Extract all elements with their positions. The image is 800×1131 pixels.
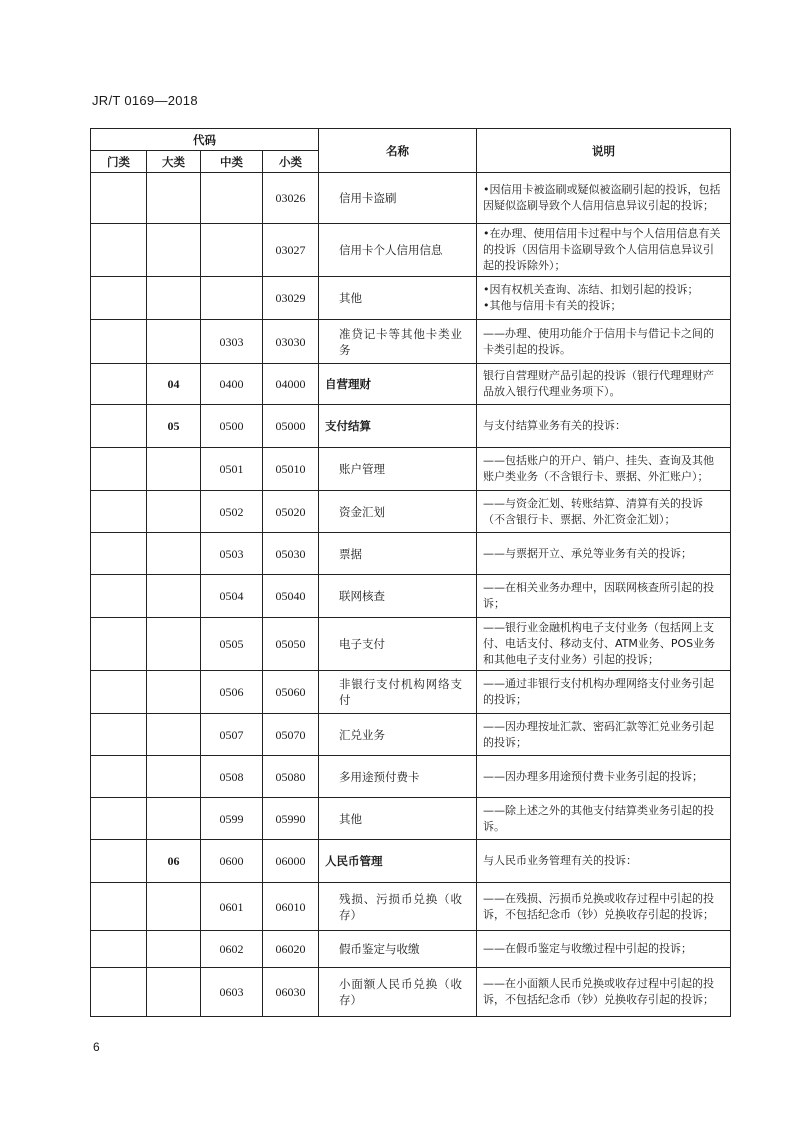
- category-name: 人民币管理: [319, 840, 477, 883]
- code-middle-cell: 0500: [201, 405, 263, 448]
- category-description: •在办理、使用信用卡过程中与个人信用信息有关的投诉（因信用卡盗刷导致个人信用信息异议引起的投诉除外）；: [477, 224, 731, 277]
- category-name: 联网核查: [319, 575, 477, 618]
- code-major-cell: 05: [147, 405, 201, 448]
- code-door-cell: [91, 364, 147, 405]
- code-major-cell: [147, 224, 201, 277]
- code-minor-cell: 05000: [263, 405, 319, 448]
- code-door-cell: [91, 931, 147, 968]
- category-description: ——在残损、污损币兑换或收存过程中引起的投诉，不包括纪念币（钞）兑换收存引起的投诉；: [477, 883, 731, 931]
- code-major-cell: 06: [147, 840, 201, 883]
- code-middle-cell: 0502: [201, 491, 263, 533]
- code-middle-cell: 0602: [201, 931, 263, 968]
- code-door-cell: [91, 173, 147, 224]
- code-major-cell: [147, 798, 201, 840]
- header-door: 门类: [91, 151, 147, 173]
- category-description: ——与票据开立、承兑等业务有关的投诉；: [477, 533, 731, 575]
- code-major-cell: [147, 533, 201, 575]
- code-major-cell: [147, 883, 201, 931]
- code-door-cell: [91, 448, 147, 491]
- category-name: 假币鉴定与收缴: [319, 931, 477, 968]
- code-major-cell: [147, 931, 201, 968]
- code-minor-cell: 05010: [263, 448, 319, 491]
- header-name: 名称: [319, 129, 477, 173]
- code-minor-cell: 05030: [263, 533, 319, 575]
- code-major-cell: [147, 448, 201, 491]
- code-middle-cell: 0503: [201, 533, 263, 575]
- code-major-cell: [147, 320, 201, 364]
- table-row: [91, 491, 731, 533]
- table-row: [91, 931, 731, 968]
- category-name: 资金汇划: [319, 491, 477, 533]
- classification-table: [90, 128, 731, 1017]
- code-major-cell: [147, 671, 201, 714]
- code-middle-cell: 0603: [201, 968, 263, 1017]
- category-description: •因信用卡被盗刷或疑似被盗刷引起的投诉，包括因疑似盗刷导致个人信用信息异议引起的投诉；: [477, 173, 731, 224]
- code-minor-cell: 04000: [263, 364, 319, 405]
- table-row: [91, 671, 731, 714]
- code-major-cell: [147, 714, 201, 756]
- code-door-cell: [91, 224, 147, 277]
- category-description: ——在假币鉴定与收缴过程中引起的投诉；: [477, 931, 731, 968]
- category-name: 汇兑业务: [319, 714, 477, 756]
- table-body: [91, 173, 731, 1017]
- table-row: [91, 840, 731, 883]
- code-middle-cell: 0508: [201, 756, 263, 798]
- category-name: 电子支付: [319, 618, 477, 671]
- category-name: 信用卡个人信用信息: [319, 224, 477, 277]
- code-door-cell: [91, 575, 147, 618]
- description-line: •其他与信用卡有关的投诉；: [483, 299, 622, 312]
- category-description: [477, 277, 731, 320]
- table-row: [91, 883, 731, 931]
- header-minor: 小类: [263, 151, 319, 173]
- category-name: 账户管理: [319, 448, 477, 491]
- table-row: [91, 364, 731, 405]
- category-description: ——银行业金融机构电子支付业务（包括网上支付、电话支付、移动支付、ATM业务、POS业务和其他电子支付业务）引起的投诉；: [477, 618, 731, 671]
- table-row: [91, 714, 731, 756]
- category-description: ——在相关业务办理中，因联网核查所引起的投诉；: [477, 575, 731, 618]
- code-major-cell: [147, 756, 201, 798]
- code-major-cell: [147, 968, 201, 1017]
- category-name: 自营理财: [319, 364, 477, 405]
- table-row: [91, 320, 731, 364]
- code-middle-cell: [201, 277, 263, 320]
- code-minor-cell: 06030: [263, 968, 319, 1017]
- category-description: ——因办理按址汇款、密码汇款等汇兑业务引起的投诉；: [477, 714, 731, 756]
- category-name: 准贷记卡等其他卡类业务: [319, 320, 477, 364]
- table-row: [91, 756, 731, 798]
- code-middle-cell: 0600: [201, 840, 263, 883]
- code-door-cell: [91, 277, 147, 320]
- code-door-cell: [91, 840, 147, 883]
- description-line: •因有权机关查询、冻结、扣划引起的投诉；: [483, 283, 699, 296]
- code-middle-cell: 0599: [201, 798, 263, 840]
- header-code: 代码: [91, 129, 319, 151]
- code-middle-cell: 0501: [201, 448, 263, 491]
- code-minor-cell: 03027: [263, 224, 319, 277]
- table-row: [91, 405, 731, 448]
- code-minor-cell: 05990: [263, 798, 319, 840]
- code-minor-cell: 06010: [263, 883, 319, 931]
- table-row: [91, 224, 731, 277]
- code-major-cell: [147, 491, 201, 533]
- code-door-cell: [91, 756, 147, 798]
- code-minor-cell: 03029: [263, 277, 319, 320]
- category-name: 信用卡盗刷: [319, 173, 477, 224]
- code-minor-cell: 05040: [263, 575, 319, 618]
- code-major-cell: [147, 575, 201, 618]
- category-description: 与人民币业务管理有关的投诉：: [477, 840, 731, 883]
- code-middle-cell: 0601: [201, 883, 263, 931]
- code-middle-cell: 0400: [201, 364, 263, 405]
- code-minor-cell: 05020: [263, 491, 319, 533]
- category-name: 残损、污损币兑换（收存）: [319, 883, 477, 931]
- category-name: 非银行支付机构网络支付: [319, 671, 477, 714]
- table-row: [91, 968, 731, 1017]
- table-row: [91, 533, 731, 575]
- code-middle-cell: 0505: [201, 618, 263, 671]
- code-major-cell: [147, 277, 201, 320]
- code-major-cell: [147, 173, 201, 224]
- category-description: ——与资金汇划、转账结算、清算有关的投诉（不含银行卡、票据、外汇资金汇划）；: [477, 491, 731, 533]
- table-row: [91, 277, 731, 320]
- code-door-cell: [91, 405, 147, 448]
- table-row: [91, 173, 731, 224]
- code-middle-cell: [201, 224, 263, 277]
- category-description: ——办理、使用功能介于信用卡与借记卡之间的卡类引起的投诉。: [477, 320, 731, 364]
- category-description: ——因办理多用途预付费卡业务引起的投诉；: [477, 756, 731, 798]
- code-minor-cell: 05070: [263, 714, 319, 756]
- header-major: 大类: [147, 151, 201, 173]
- category-name: 其他: [319, 798, 477, 840]
- code-middle-cell: [201, 173, 263, 224]
- header-desc: 说明: [477, 129, 731, 173]
- code-minor-cell: 05080: [263, 756, 319, 798]
- page-number: 6: [93, 1040, 100, 1054]
- code-door-cell: [91, 671, 147, 714]
- category-description: ——通过非银行支付机构办理网络支付业务引起的投诉；: [477, 671, 731, 714]
- table-row: [91, 618, 731, 671]
- code-door-cell: [91, 714, 147, 756]
- code-door-cell: [91, 320, 147, 364]
- code-middle-cell: 0303: [201, 320, 263, 364]
- code-minor-cell: 06020: [263, 931, 319, 968]
- code-middle-cell: 0504: [201, 575, 263, 618]
- category-name: 其他: [319, 277, 477, 320]
- code-middle-cell: 0507: [201, 714, 263, 756]
- table-row: [91, 798, 731, 840]
- category-description: 银行自营理财产品引起的投诉（银行代理理财产品放入银行代理业务项下）。: [477, 364, 731, 405]
- code-door-cell: [91, 968, 147, 1017]
- code-minor-cell: 05050: [263, 618, 319, 671]
- table-row: [91, 448, 731, 491]
- code-door-cell: [91, 618, 147, 671]
- code-minor-cell: 05060: [263, 671, 319, 714]
- category-description: ——在小面额人民币兑换或收存过程中引起的投诉，不包括纪念币（钞）兑换收存引起的投诉；: [477, 968, 731, 1017]
- category-name: 票据: [319, 533, 477, 575]
- document-id: JR/T 0169—2018: [92, 93, 198, 108]
- category-name: 支付结算: [319, 405, 477, 448]
- code-door-cell: [91, 533, 147, 575]
- category-description: ——除上述之外的其他支付结算类业务引起的投诉。: [477, 798, 731, 840]
- category-name: 多用途预付费卡: [319, 756, 477, 798]
- category-description: 与支付结算业务有关的投诉：: [477, 405, 731, 448]
- code-door-cell: [91, 798, 147, 840]
- code-minor-cell: 06000: [263, 840, 319, 883]
- category-name: 小面额人民币兑换（收存）: [319, 968, 477, 1017]
- code-middle-cell: 0506: [201, 671, 263, 714]
- code-major-cell: 04: [147, 364, 201, 405]
- code-door-cell: [91, 491, 147, 533]
- code-minor-cell: 03026: [263, 173, 319, 224]
- code-major-cell: [147, 618, 201, 671]
- category-description: ——包括账户的开户、销户、挂失、查询及其他账户类业务（不含银行卡、票据、外汇账户）；: [477, 448, 731, 491]
- table-row: [91, 575, 731, 618]
- code-minor-cell: 03030: [263, 320, 319, 364]
- code-door-cell: [91, 883, 147, 931]
- header-middle: 中类: [201, 151, 263, 173]
